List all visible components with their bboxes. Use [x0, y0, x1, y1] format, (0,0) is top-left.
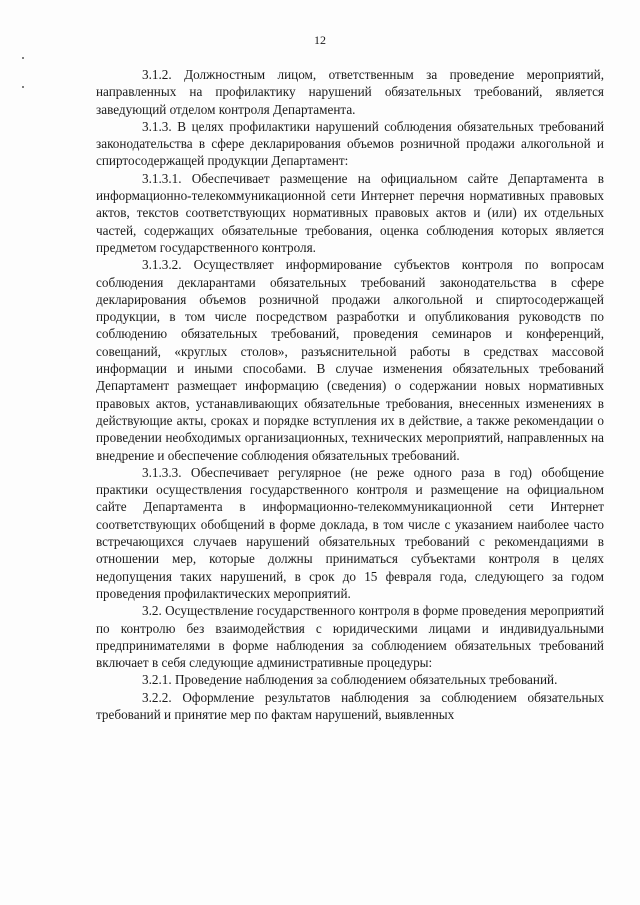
scan-speck [22, 86, 24, 88]
paragraph-3-1-3: 3.1.3. В целях профилактики нарушений соблюдения обязательных требований законодательства в сфере декларирования объемов розничной продажи алкогольной и спиртосодержащей продукции Департамент: [96, 118, 604, 169]
page-number: 12 [314, 33, 326, 47]
paragraph-3-1-2: 3.1.2. Должностным лицом, ответственным за проведение мероприятий, направленных на профилактику нарушений обязательных требований, является заведующий отделом контроля Департамента. [96, 67, 604, 117]
scan-speck [22, 57, 24, 59]
paragraph-3-1-3-2: 3.1.3.2. Осуществляет информирование субъектов контроля по вопросам соблюдения декларантами обязательных требований законодательства в сфере декларирования объемов розничной продажи алкогольной и спиртосодержащей продукции, в том числе посредством разработки и опубликования руководств по соблюдению обязательных требований, проведения семинаров и конференций, совещаний, «круглых столов», разъяснительной работы в средствах массовой информации и иными способами. В случае изменения обязательных требований Департамент размещает информацию (сведения) о содержании новых нормативных правовых актов, устанавливающих обязательные требования, внесенных изменениях в действующие акты, сроках и порядке вступления их в действие, а также рекомендации о проведении необходимых организационных, технических мероприятий, направленных на внедрение и обеспечение соблюдения обязательных требований. [96, 257, 604, 463]
document-body [96, 66, 604, 723]
paragraph-3-2-1: 3.2.1. Проведение наблюдения за соблюдением обязательных требований. [142, 672, 558, 688]
paragraph-3-2-2: 3.2.2. Оформление результатов наблюдения за соблюдением обязательных требований и принятие мер по фактам нарушений, выявленных [96, 689, 604, 722]
paragraph-3-2: 3.2. Осуществление государственного контроля в форме проведения мероприятий по контролю без взаимодействия с юридическими лицами и индивидуальными предпринимателями в форме наблюдения за соблюдением обязательных требований включает в себя следующие административные процедуры: [96, 603, 604, 671]
paragraph-3-1-3-1: 3.1.3.1. Обеспечивает размещение на официальном сайте Департамента в информационно-телекоммуникационной сети Интернет перечня нормативных правовых актов, текстов соответствующих нормативных правовых актов и (или) их отдельных частей, содержащих обязательные требования, оценка соблюдения которых является предметом государственного контроля. [96, 170, 604, 255]
paragraph-3-1-3-3: 3.1.3.3. Обеспечивает регулярное (не реже одного раза в год) обобщение практики осуществления государственного контроля и размещение на официальном сайте Департамента в информационно-телекоммуникационной сети Интернет соответствующих обобщений в форме доклада, в том числе с указанием наиболее часто встречающихся случаев нарушений обязательных требований с рекомендациями в отношении мер, которые должны приниматься субъектами контроля в целях недопущения таких нарушений, в срок до 15 февраля года, следующего за годом проведения профилактических мероприятий. [96, 464, 604, 601]
